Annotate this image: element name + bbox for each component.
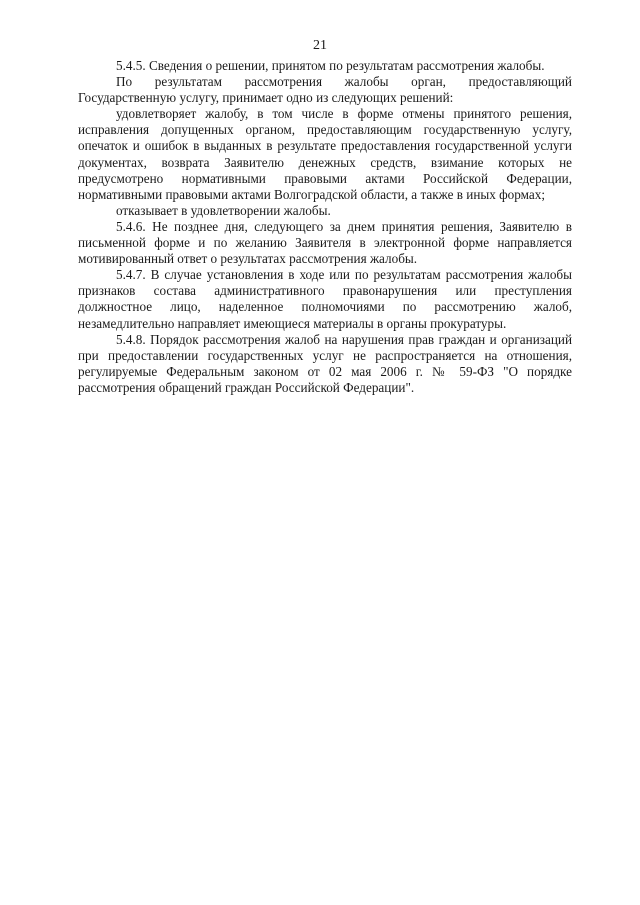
paragraph-satisfies-complaint: удовлетворяет жалобу, в том числе в форме отмены принятого решения, исправления допущенных органом, предоставляющим государственную услугу, опечаток и ошибок в выданных в результате предоставления государственной услуги документах, возврата Заявителю денежных средств, взимание которых не предусмотрено нормативными правовыми актами Российской Федерации, нормативными правовыми актами Волгоградской области, а также в иных формах; xyxy=(78,106,572,202)
paragraph-decision-intro: По результатам рассмотрения жалобы орган, предоставляющий Государственную услугу, принимает одно из следующих решений: xyxy=(78,74,572,106)
page-number: 21 xyxy=(313,38,327,53)
paragraph-refuses-complaint: отказывает в удовлетворении жалобы. xyxy=(116,202,331,218)
paragraph-5-4-6: 5.4.6. Не позднее дня, следующего за днем принятия решения, Заявителю в письменной форме и по желанию Заявителя в электронной форме направляется мотивированный ответ о результатах рассмотрения жалобы. xyxy=(78,218,572,267)
paragraph-5-4-5: 5.4.5. Сведения о решении, принятом по результатам рассмотрения жалобы. xyxy=(116,58,545,73)
paragraph-5-4-8: 5.4.8. Порядок рассмотрения жалоб на нарушения прав граждан и организаций при предоставлении государственных услуг не распространяется на отношения, регулируемые Федеральным законом от 02 мая 2006 г. № 59-ФЗ "О порядке рассмотрения обращений граждан Российской Федерации". xyxy=(78,331,572,395)
paragraph-5-4-7: 5.4.7. В случае установления в ходе или по результатам рассмотрения жалобы признаков состава административного правонарушения или преступления должностное лицо, наделенное полномочиями по рассмотрению жалоб, незамедлительно направляет имеющиеся материалы в органы прокуратуры. xyxy=(78,267,572,331)
document-body xyxy=(78,58,572,396)
